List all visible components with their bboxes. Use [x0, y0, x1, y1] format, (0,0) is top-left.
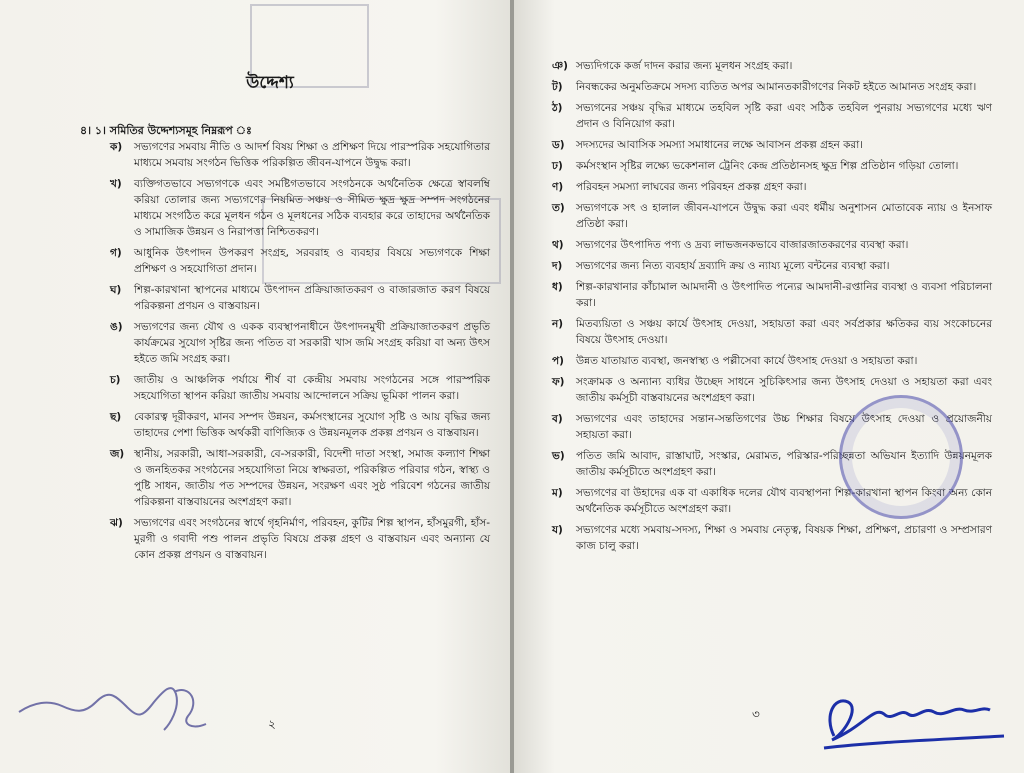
objective-item [552, 179, 992, 195]
objective-marker: ম) [552, 487, 563, 499]
objective-text: পরিবহন সমস্যা লাঘবের জন্য পরিবহন প্রকল্প গ্রহণ করা। [576, 181, 807, 193]
objective-marker: ভ) [552, 450, 565, 462]
objective-text: সভ্যগণের এবং সংগঠনের স্বার্থে গৃহনির্মাণ, পরিবহন, কুটির শিল্প স্থাপন, হাঁসমুরগী, হাঁস-মুরগী ও গবাদী পশু পালন প্রভৃতি বিষয়ে প্রকল্প গ্রহণ ও বাস্তবায়ন এবং অন্যান্য যে কোন প্রকল্প প্রণয়ন ও বাস্তবায়ন। [134, 517, 490, 561]
objective-marker: প) [552, 355, 564, 367]
objective-item [110, 282, 490, 314]
objective-text: সভ্যগণকে সৎ ও হালাল জীবন-যাপনে উদ্বুদ্ধ করা এবং ধর্মীয় অনুশাসন মোতাবেক ন্যায় ও ইনসাফ প্রতিষ্ঠা করা। [576, 202, 992, 230]
objective-text: সদস্যদের আবাসিক সমস্যা সমাধানের লক্ষে আবাসন প্রকল্প গ্রহন করা। [576, 139, 864, 151]
objective-marker: ক) [110, 141, 123, 153]
objective-text: সভ্যগণের এবং তাহাদের সন্তান-সন্ততিগণের উচ্চ শিক্ষার বিষয়ে উৎসাহ দেওয়া ও প্রয়োজনীয় সহায়তা করা। [576, 413, 992, 441]
objective-text: সংক্রামক ও অন্যান্য ব্যধির উচ্ছেদ সাধনে সুচিকিৎসার জন্য উৎসাহ দেওয়া ও সহায়তা করা এবং জাতীয় কর্মসূচী বাস্তবায়নের অংশগ্রহণ করা। [576, 376, 993, 404]
objective-marker: ব) [552, 413, 563, 425]
objective-marker: ঢ) [552, 160, 563, 172]
objective-item [552, 237, 992, 253]
objective-item [110, 372, 490, 404]
objective-item [110, 139, 490, 171]
objective-marker: ড) [552, 139, 565, 151]
objective-item [110, 245, 490, 277]
objective-text: ব্যক্তিগতভাবে সভ্যগণকে এবং সমষ্টিগতভাবে সংগঠনকে অর্থনৈতিক ক্ষেত্রে স্বাবলম্বি করিয়া তোলার জন্য সভ্যগণের নিয়মিত সঞ্চয় ও সীমিত ক্ষুদ্র ক্ষুদ্র সম্পদ সংগঠনের মাধ্যমে সংগঠিত করে মূলধন গঠন ও মূলধনের সঠিক ব্যবহার করে তাহাদের অর্থনৈতিক ও সামাজিক উন্নয়ন ও নিরাপত্তা নিশ্চিতকরণ। [134, 178, 490, 238]
objective-text: শিল্প-কারখানা স্থাপনের মাধ্যমে উৎপাদন প্রক্রিয়াজাতকরণ ও বাজারজাত করণ বিষয়ে পরিকল্পনা প্রণয়ন ও বাস্তবায়ন। [134, 284, 490, 312]
objective-text: বেকারত্ব দূরীকরণ, মানব সম্পদ উন্নয়ন, কর্মসংস্থানের সুযোগ সৃষ্টি ও আয় বৃদ্ধির জন্য তাহাদের পেশা ভিত্তিক অর্থকরী বাণিজ্যিক ও উন্নয়নমূলক প্রকল্প প্রণয়ন ও বাস্তবায়ন। [134, 411, 490, 439]
objective-marker: চ) [110, 374, 121, 386]
page-number: ২ [268, 717, 276, 731]
objective-item [552, 137, 992, 153]
objective-marker: ঞ) [552, 60, 568, 72]
objective-item [110, 446, 490, 510]
objective-text: সভ্যগণের জন্য যৌথ ও একক ব্যবস্থাপনাধীনে উৎপাদনমুখী প্রক্রিয়াজাতকরণ প্রভৃতি কার্যক্রমের সুযোগ সৃষ্টির জন্য পতিত বা সরকারী খাস জমি সংগ্রহ করিয়া বা অন্য উৎস হইতে জমি সংগ্রহ করা। [134, 321, 490, 365]
objective-text: স্থানীয়, সরকারী, আধা-সরকারী, বে-সরকারী, বিদেশী দাতা সংস্থা, সমাজ কল্যাণ শিক্ষা ও জনহিতকর সংগঠনের সহযোগিতা নিয়ে স্বাক্ষরতা, পরিকল্পিত পরিবার গঠন, স্বাস্থ্য ও পুষ্টি সাধন, জাতীয় পত সম্পদের উন্নয়ন, সংরক্ষণ এবং সুষ্ঠ পরিবেশ গঠনের জাতীয় পরিকল্পনা বাস্তবায়নের অংশগ্রহণ করা। [134, 448, 490, 508]
objective-item [552, 258, 992, 274]
objective-marker: খ) [110, 178, 122, 190]
objective-text: উন্নত যাতায়াত ব্যবস্থা, জনস্বাস্থ্য ও পল্লীসেবা কার্যে উৎসাহ দেওয়া ও সহায়তা করা। [576, 355, 918, 367]
objective-marker: ত) [552, 202, 565, 214]
objective-marker: দ) [552, 260, 563, 272]
objective-item [552, 353, 992, 369]
official-seal-stamp [839, 395, 963, 519]
objective-marker: ছ) [110, 411, 122, 423]
objective-marker: ধ) [552, 281, 563, 293]
objective-marker: ঘ) [110, 284, 122, 296]
objective-text: সভ্যগণের সমবায় নীতি ও আদর্শ বিষয় শিক্ষা ও প্রশিক্ষণ দিয়ে পারস্পরিক সহযোগিতার মাধ্যমে সমবায় সংগঠন ভিত্তিক পরিকল্পিত জীবন-যাপনে উদ্বুদ্ধ করা। [134, 141, 490, 169]
objective-marker: ট) [552, 81, 563, 93]
objective-text: নিবন্ধকের অনুমতিক্রমে সদস্য ব্যতিত অপর আমানতকারীগণের নিকট হইতে আমানত সংগ্রহ করা। [576, 81, 977, 93]
right-page [514, 0, 1024, 773]
objective-item [552, 316, 992, 348]
objective-item [552, 79, 992, 95]
page-title: উদ্দেশ্য [246, 73, 294, 93]
objective-text: সভ্যগনের সঞ্চয় বৃদ্ধির মাধ্যমে তহবিল সৃষ্টি করা এবং সঠিক তহবিল পুনরায় সভ্যগণের মধ্যে ঋণ প্রদান ও বিনিয়োগ করা। [576, 102, 992, 130]
objective-marker: ঠ) [552, 102, 563, 114]
objective-item [552, 58, 992, 74]
section-intro: ৪। ১। সমিতির উদ্দেশ্যসমূহ নিম্নরূপ ঃ [80, 124, 252, 137]
objective-marker: য) [552, 524, 563, 536]
objective-text: মিতব্যয়িতা ও সঞ্চয় কার্যে উৎসাহ দেওয়া, সহায়তা করা এবং সর্বপ্রকার ক্ষতিকর ব্যয় সংকোচনের বিষয়ে উৎসাহ দেওয়া। [576, 318, 992, 346]
objective-item [110, 176, 490, 240]
objective-item [552, 200, 992, 232]
objective-text: সভ্যগণের মধ্যে সমবায়-সদস্য, শিক্ষা ও সমবায় নেতৃত্ব, বিষয়ক শিক্ষা, প্রশিক্ষণ, প্রচারণা ও সম্প্রসারণ কাজ চালু করা। [576, 524, 992, 552]
objective-text: সভ্যগণের জন্য নিত্য ব্যবহার্য দ্রব্যাদি ক্রয় ও ন্যায্য মূল্যে বন্টনের ব্যবস্থা করা। [576, 260, 890, 272]
objective-item [110, 319, 490, 367]
objective-marker: ফ) [552, 376, 565, 388]
objective-marker: জ) [110, 448, 125, 460]
objective-marker: থ) [552, 239, 564, 251]
objective-item [110, 409, 490, 441]
objective-marker: ঙ) [110, 321, 123, 333]
objective-item [110, 515, 490, 563]
objective-marker: ণ) [552, 181, 564, 193]
objective-item [552, 279, 992, 311]
objective-item [552, 158, 992, 174]
page-number: ৩ [752, 707, 760, 721]
objective-text: সভ্যগণের উৎপাদিত পণ্য ও দ্রব্য লাভজনকভাবে বাজারজাতকরণের ব্যবস্থা করা। [576, 239, 909, 251]
objective-text: সভ্যদিগকে কর্জ দাদন করার জন্য মূলধন সংগ্রহ করা। [576, 60, 793, 72]
objective-text: আধুনিক উৎপাদন উপকরণ সংগ্রহ, সরবরাহ ও ব্যবহার বিষয়ে সভ্যগণকে শিক্ষা প্রশিক্ষণ ও সহযোগিতা প্রদান। [134, 247, 490, 275]
signature-left [14, 672, 244, 742]
objective-item [552, 522, 992, 554]
objective-text: সভ্যগণের বা উহাদের এক বা একাধিক দলের যৌথ ব্যবস্থাপনা শিল্প-কারখানা স্থাপন কিংবা অন্য কোন অর্থনৈতিক কর্মসূচীতে অংশগ্রহণ করা। [576, 487, 992, 515]
objective-marker: ন) [552, 318, 564, 330]
objective-marker: গ) [110, 247, 122, 259]
objective-text: কর্মসংস্থান সৃষ্টির লক্ষ্যে ভকেশনাল ট্রেনিং কেন্দ্র প্রতিষ্ঠানসহ ক্ষুদ্র শিল্প প্রতিষ্ঠান গড়িয়া তোলা। [576, 160, 959, 172]
objective-text: জাতীয় ও আঞ্চলিক পর্যায়ে শীর্ষ বা কেন্দ্রীয় সমবায় সংগঠনের সঙ্গে পারস্পরিক সহযোগিতা স্থাপন করিয়া জাতীয় সমবায় আন্দোলনে সক্রিয় ভূমিকা পালন করা। [134, 374, 490, 402]
objective-item [552, 100, 992, 132]
objective-text: শিল্প-কারখানার কাঁচামাল আমদানী ও উৎপাদিত পন্যের আমদানী-রপ্তানির ব্যবস্থা ও ব্যবসা পরিচালনা করা। [576, 281, 992, 309]
objectives-list [110, 139, 490, 568]
signature-right [804, 676, 1014, 756]
objective-text: পতিত জমি আবাদ, রাস্তাঘাট, সংস্কার, মেরামত, পরিস্কার-পরিচ্ছন্নতা অভিযান ইত্যাদি উন্নয়নমূলক জাতীয় কর্মসূচীতে অংশগ্রহণ করা। [576, 450, 992, 478]
objective-marker: ঝ) [110, 517, 123, 529]
